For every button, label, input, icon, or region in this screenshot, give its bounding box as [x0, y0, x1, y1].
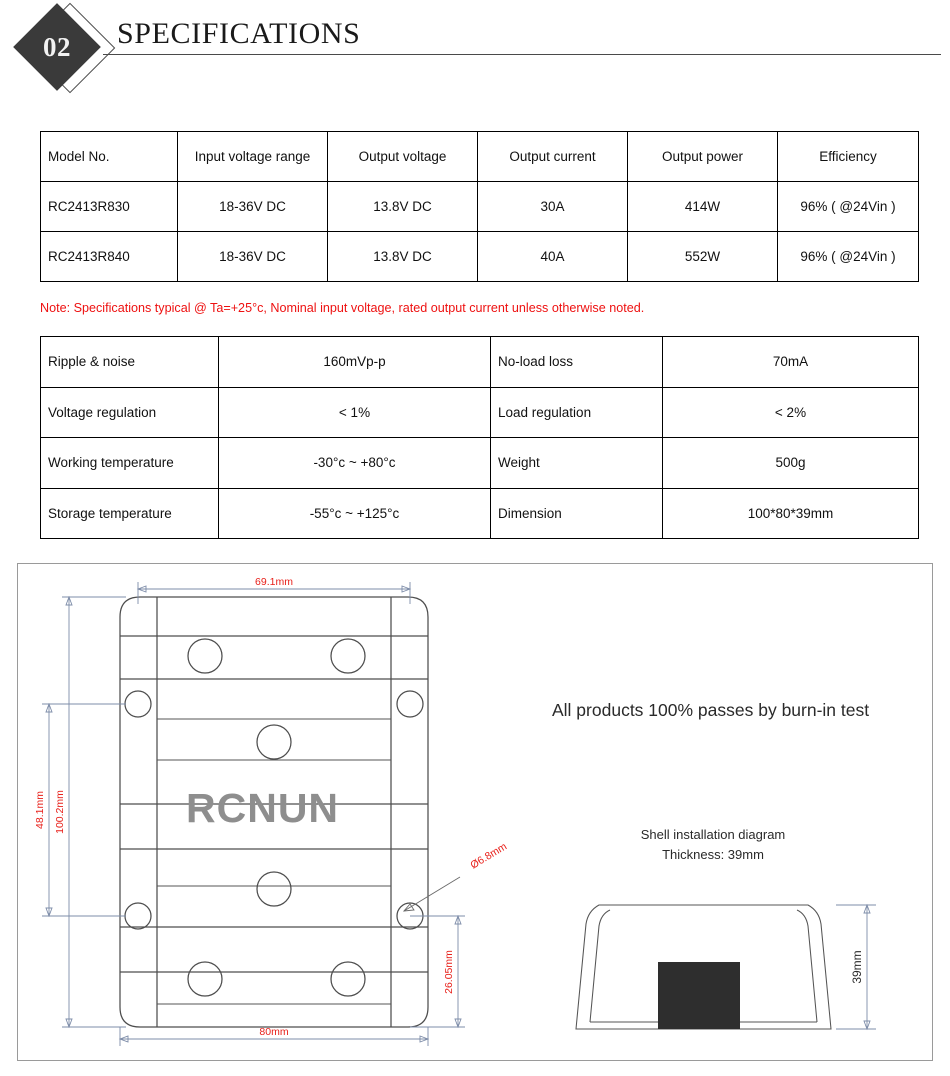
section-badge — [12, 4, 122, 100]
param-label: Storage temperature — [41, 488, 219, 539]
param-label: Working temperature — [41, 438, 219, 489]
dimension-outer-height — [54, 597, 126, 1027]
mounting-hole — [125, 903, 151, 929]
table-row — [41, 337, 919, 388]
cell-input-voltage: 18-36V DC — [178, 182, 328, 232]
param-value: < 2% — [663, 387, 919, 438]
shell-inner-left — [590, 910, 610, 1022]
cell-input-voltage: 18-36V DC — [178, 232, 328, 282]
specifications-note: Note: Specifications typical @ Ta=+25°c, Nominal input voltage, rated output current unless otherwise noted. — [40, 301, 645, 315]
cell-output-voltage: 13.8V DC — [328, 182, 478, 232]
cell-model: RC2413R830 — [41, 182, 178, 232]
dimension-label-hole-offset: 26.05mm — [443, 950, 455, 994]
cell-output-current: 40A — [478, 232, 628, 282]
dimension-label-top-width: 69.1mm — [255, 576, 293, 588]
page-header — [0, 0, 950, 100]
technical-drawing — [18, 564, 930, 1058]
dimension-shell-thickness — [836, 905, 876, 1029]
dimension-label-hole-diameter: Ø6.8mm — [468, 840, 510, 872]
dimension-hole-diameter — [404, 840, 509, 911]
shell-caption-line1: Shell installation diagram — [640, 827, 786, 842]
potting-block — [658, 962, 740, 1029]
param-value: -30°c ~ +80°c — [219, 438, 491, 489]
shell-caption-line2: Thickness: 39mm — [662, 847, 764, 862]
param-value: -55°c ~ +125°c — [219, 488, 491, 539]
dimension-label-bottom-width: 80mm — [259, 1026, 289, 1038]
watermark-text: RCNUN — [186, 785, 340, 831]
cell-model: RC2413R840 — [41, 232, 178, 282]
cell-output-power: 414W — [628, 182, 778, 232]
leader-line — [404, 877, 460, 911]
section-number: 02 — [43, 31, 71, 62]
port-hole — [257, 872, 291, 906]
mounting-hole — [125, 691, 151, 717]
param-label: Voltage regulation — [41, 387, 219, 438]
dimension-top-width — [138, 576, 410, 604]
table-row — [41, 387, 919, 438]
shell-side-view — [576, 905, 876, 1029]
port-hole — [188, 962, 222, 996]
column-header: Output current — [478, 132, 628, 182]
top-view-drawing — [120, 597, 428, 1027]
column-header: Output voltage — [328, 132, 478, 182]
param-value: 500g — [663, 438, 919, 489]
table-row — [41, 232, 919, 282]
param-label: Ripple & noise — [41, 337, 219, 388]
param-value: < 1% — [219, 387, 491, 438]
header-divider — [103, 54, 941, 55]
drawing-panel — [17, 563, 933, 1061]
dimension-inner-height — [34, 704, 126, 916]
page-title: SPECIFICATIONS — [117, 17, 361, 50]
param-value: 160mVp-p — [219, 337, 491, 388]
port-hole — [331, 962, 365, 996]
shell-inner-right — [797, 910, 817, 1022]
mounting-hole — [397, 691, 423, 717]
column-header: Output power — [628, 132, 778, 182]
param-value: 70mA — [663, 337, 919, 388]
column-header: Input voltage range — [178, 132, 328, 182]
port-hole — [188, 639, 222, 673]
dimension-label-shell-thickness: 39mm — [850, 950, 864, 984]
param-label: Load regulation — [491, 387, 663, 438]
parameters-spec-table — [40, 336, 919, 539]
cell-output-power: 552W — [628, 232, 778, 282]
dimension-bottom-width — [120, 1026, 428, 1046]
table-row — [41, 438, 919, 489]
table-row — [41, 488, 919, 539]
models-spec-table — [40, 131, 919, 282]
port-hole — [331, 639, 365, 673]
port-hole — [257, 725, 291, 759]
param-label: Dimension — [491, 488, 663, 539]
dimension-label-inner-height: 48.1mm — [34, 791, 46, 829]
table-header-row — [41, 132, 919, 182]
param-label: Weight — [491, 438, 663, 489]
cell-efficiency: 96% ( @24Vin ) — [778, 182, 919, 232]
param-value: 100*80*39mm — [663, 488, 919, 539]
column-header: Efficiency — [778, 132, 919, 182]
cell-output-voltage: 13.8V DC — [328, 232, 478, 282]
cell-efficiency: 96% ( @24Vin ) — [778, 232, 919, 282]
cell-output-current: 30A — [478, 182, 628, 232]
burn-in-test-text: All products 100% passes by burn-in test — [552, 700, 870, 720]
column-header: Model No. — [41, 132, 178, 182]
table-row — [41, 182, 919, 232]
dimension-label-outer-height: 100.2mm — [54, 790, 66, 834]
param-label: No-load loss — [491, 337, 663, 388]
